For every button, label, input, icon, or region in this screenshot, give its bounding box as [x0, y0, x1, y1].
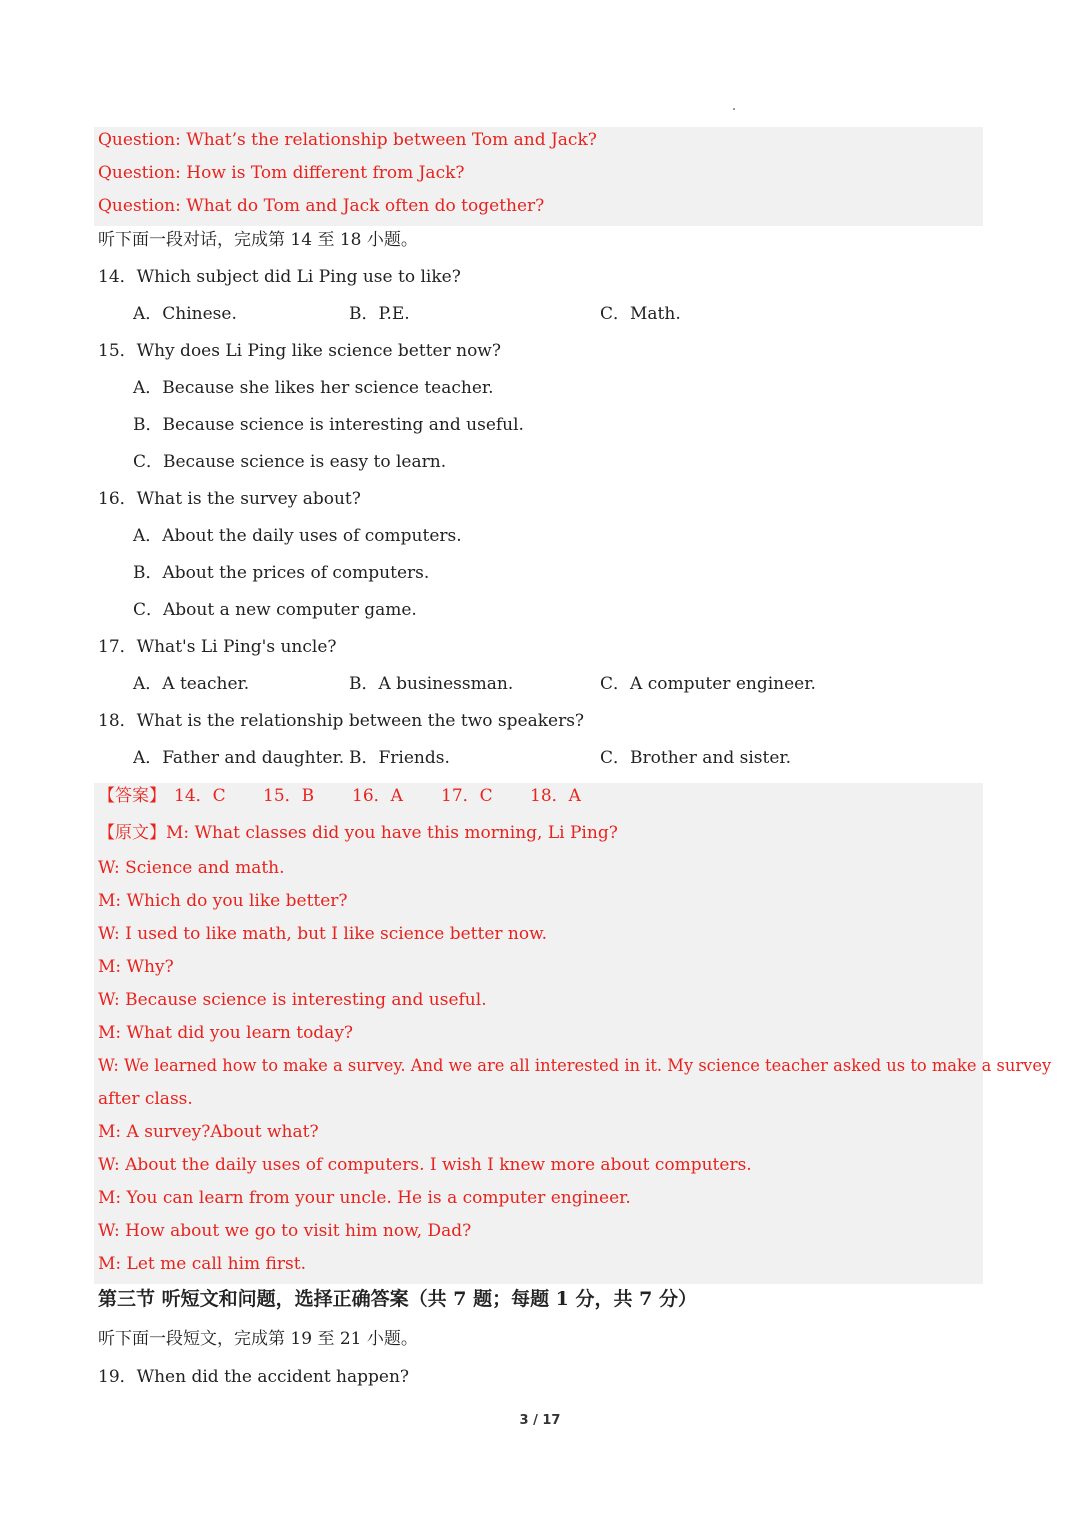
question-14: 14．Which subject did Li Ping use to like?: [98, 267, 461, 287]
question-prompt-1: Question: What’s the relationship between Tom and Jack?: [98, 130, 597, 150]
instruction-14-18: 听下面一段对话，完成第 14 至 18 小题。: [98, 230, 418, 250]
transcript-line: W: About the daily uses of computers. I wish I knew more about computers.: [98, 1155, 752, 1175]
q18-option-a: A．Father and daughter.: [133, 748, 345, 768]
question-16: 16．What is the survey about?: [98, 489, 361, 509]
q15-option-c: C．Because science is easy to learn.: [133, 452, 447, 472]
q14-option-c: C．Math.: [600, 304, 681, 324]
answer-18: 18．A: [530, 786, 581, 806]
question-prompt-2: Question: How is Tom different from Jack?: [98, 163, 465, 183]
q15-option-a: A．Because she likes her science teacher.: [133, 378, 494, 398]
q17-option-b: B．A businessman.: [349, 674, 514, 694]
section-heading: 第三节 听短文和问题，选择正确答案（共 7 题；每题 1 分，共 7 分）: [98, 1288, 697, 1310]
question-18: 18．What is the relationship between the two speakers?: [98, 711, 585, 731]
q17-option-c: C．A computer engineer.: [600, 674, 816, 694]
question-19: 19．When did the accident happen?: [98, 1367, 410, 1387]
transcript-line: after class.: [98, 1089, 193, 1109]
page-number: 3 / 17: [519, 1413, 561, 1428]
transcript-line: M: What classes did you have this morning, Li Ping?: [166, 823, 618, 843]
answer-label: 【答案】: [98, 786, 166, 806]
transcript-line: M: Which do you like better?: [98, 891, 348, 911]
q16-option-a: A．About the daily uses of computers.: [133, 526, 462, 546]
q16-option-b: B．About the prices of computers.: [133, 563, 430, 583]
answer-14: 14．C: [174, 786, 226, 806]
question-prompt-3: Question: What do Tom and Jack often do together?: [98, 196, 545, 216]
question-15: 15．Why does Li Ping like science better now?: [98, 341, 501, 361]
transcript-line: M: You can learn from your uncle. He is a computer engineer.: [98, 1188, 631, 1208]
q18-option-c: C．Brother and sister.: [600, 748, 792, 768]
transcript-first-line: [98, 821, 618, 845]
transcript-line: W: How about we go to visit him now, Dad?: [98, 1221, 472, 1241]
transcript-label: 【原文】: [98, 823, 166, 843]
transcript-line: W: I used to like math, but I like science better now.: [98, 924, 548, 944]
q16-option-c: C．About a new computer game.: [133, 600, 417, 620]
transcript-line: W: Because science is interesting and useful.: [98, 990, 487, 1010]
question-17: 17．What's Li Ping's uncle?: [98, 637, 337, 657]
transcript-line: M: Why?: [98, 957, 174, 977]
transcript-line: M: A survey?About what?: [98, 1122, 319, 1142]
transcript-line: W: We learned how to make a survey. And we are all interested in it. My science teacher asked us to make a survey: [98, 1056, 1052, 1075]
transcript-line: W: Science and math.: [98, 858, 285, 878]
q17-option-a: A．A teacher.: [133, 674, 250, 694]
answer-15: 15．B: [263, 786, 315, 806]
q15-option-b: B．Because science is interesting and useful.: [133, 415, 524, 435]
transcript-line: M: Let me call him first.: [98, 1254, 306, 1274]
instruction-19-21: 听下面一段短文，完成第 19 至 21 小题。: [98, 1329, 418, 1349]
q14-option-a: A．Chinese.: [133, 304, 237, 324]
answer-16: 16．A: [352, 786, 403, 806]
transcript-line: M: What did you learn today?: [98, 1023, 354, 1043]
speck-mark: [733, 108, 735, 110]
q18-option-b: B．Friends.: [349, 748, 450, 768]
answer-17: 17．C: [441, 786, 493, 806]
q14-option-b: B．P.E.: [349, 304, 410, 324]
